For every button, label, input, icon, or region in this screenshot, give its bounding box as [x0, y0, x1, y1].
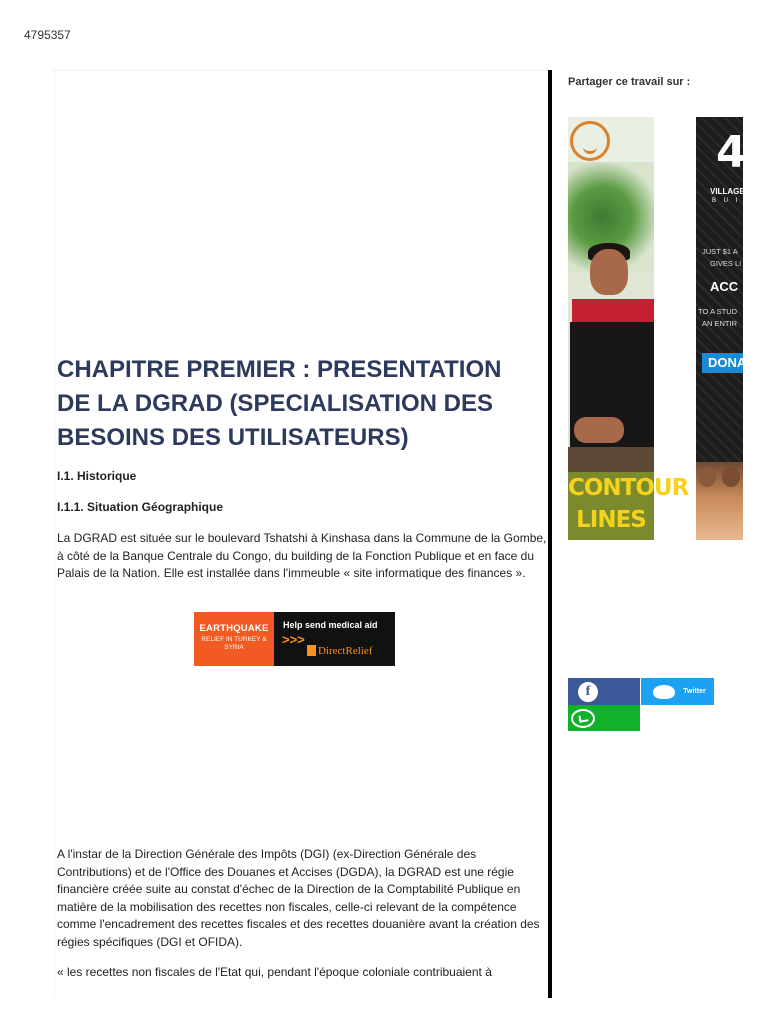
earthquake-relief-ad[interactable]: [194, 612, 395, 666]
ad2-gives: GIVES LI: [710, 259, 742, 268]
contour-lines-ad[interactable]: [568, 117, 689, 540]
page-edge: [548, 70, 552, 998]
facebook-share-button[interactable]: [568, 678, 640, 705]
ad2-village: VILLAGE: [710, 187, 745, 196]
facebook-icon: f: [578, 682, 598, 702]
twitter-bird-icon: [649, 681, 679, 703]
ad2-access: ACC: [710, 279, 739, 294]
chapter-title: CHAPITRE PREMIER : PRESENTATION DE LA DGRAD (SPECIALISATION DES BESOINS DES UTILISATEURS): [57, 356, 502, 451]
ad-contour-lines-cta: [568, 472, 689, 540]
ad2-builders: B U I L: [712, 198, 752, 204]
section-heading-situation: I.1.1. Situation Géographique: [57, 500, 224, 514]
whatsapp-share-button[interactable]: [568, 705, 640, 731]
twitter-share-button[interactable]: [641, 678, 714, 705]
directrelief-logo-icon: [307, 645, 316, 656]
share-label: Partager ce travail sur :: [568, 76, 691, 88]
ad2-an-entire: AN ENTIR: [702, 319, 738, 328]
ad-left-panel: [194, 612, 274, 666]
whatsapp-icon: [571, 709, 595, 728]
ad2-logo-number: 4: [716, 127, 747, 178]
paragraph-recettes: « les recettes non fiscales de l'Etat qui, pendant l'époque coloniale contribuaient à: [57, 965, 492, 979]
ad-right-panel: [274, 612, 395, 666]
document-id: 4795357: [24, 28, 71, 42]
village-book-builders-ad[interactable]: [696, 117, 752, 540]
twitter-label: Twitter: [683, 688, 706, 695]
ad2-to-a-student: TO A STUD: [698, 307, 738, 316]
ad2-donate-button[interactable]: DONA: [702, 353, 743, 373]
ad-earthquake-title: EARTHQUAKE: [199, 623, 269, 634]
cta-line-1: CONTOUR: [568, 475, 689, 501]
water-drop-logo-icon: [570, 121, 610, 161]
ad-earthquake-subtitle: RELIEF IN TURKEY & SYRIA: [201, 636, 267, 651]
ad-arrows-icon: >>>: [282, 632, 305, 647]
paragraph-dgrad-history: A l'instar de la Direction Générale des Impôts (DGI) (ex-Direction Générale des Contributions) et de l'Office des Douanes et Accises (DGDA), la DGRAD est une régie financière créée suite au constat d'échec de la Direction de la Comptabilité Publique en matière de la mobilisation des recettes non fiscales, celle-ci relevant de la compétence comme l'encadrement des recettes fiscales et des recettes douanière avant la création des régies spécifiques (DGI et OFIDA).: [57, 847, 540, 949]
ad-brand: DirectRelief: [318, 645, 373, 657]
ad2-just: JUST $1 A: [702, 247, 738, 256]
paragraph-location: La DGRAD est située sur le boulevard Tshatshi à Kinshasa dans la Commune de la Gombe, à côté de la Banque Centrale du Congo, du building de la Fonction Publique et en face du Palais de la Nation. Elle est installée dans l'immeuble « site informatique des finances ».: [57, 531, 547, 580]
ad-boy-photo: [590, 249, 628, 295]
ad-help-text: Help send medical aid: [283, 620, 378, 630]
section-heading-historique: I.1. Historique: [57, 469, 137, 483]
cta-line-2: LINES: [576, 507, 646, 533]
